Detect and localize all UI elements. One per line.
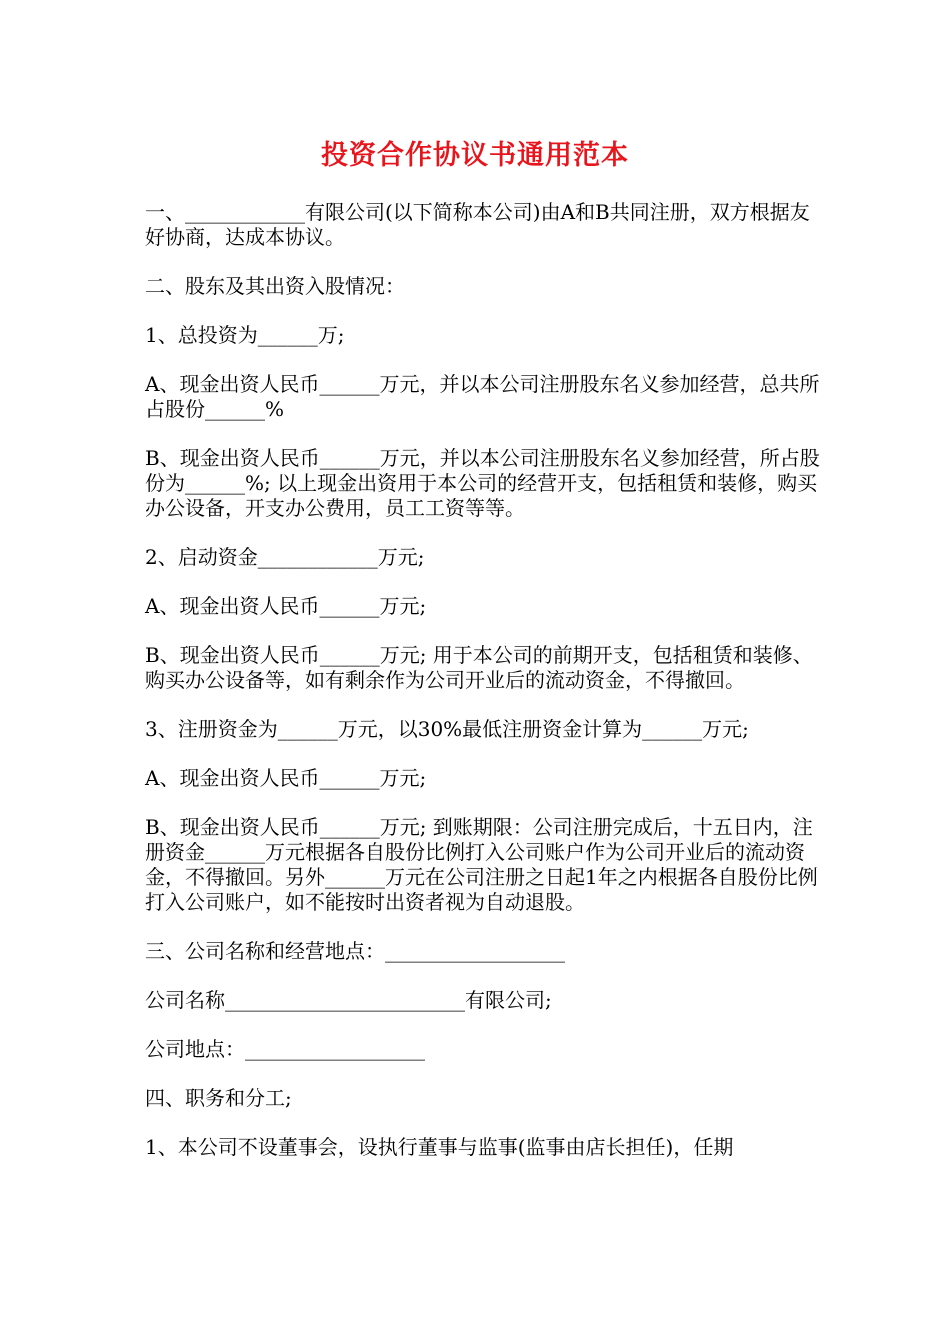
paragraph: 公司地点：__________________ [145, 1037, 425, 1061]
paragraph: A、现金出资人民币______万元; [145, 766, 427, 790]
paragraph: 1、本公司不设董事会，设执行董事与监事(监事由店长担任)，任期 [145, 1135, 734, 1159]
paragraph: 一、____________有限公司(以下简称本公司)由A和B共同注册，双方根据友好协商，达成本协议。 [145, 200, 810, 249]
paragraph: 1、总投资为______万; [145, 323, 345, 347]
paragraph: 2、启动资金____________万元; [145, 545, 425, 569]
paragraph: A、现金出资人民币______万元，并以本公司注册股东名义参加经营，总共所占股份______% [145, 372, 820, 421]
paragraph: A、现金出资人民币______万元; [145, 594, 427, 618]
paragraph: 四、职务和分工; [145, 1086, 292, 1110]
paragraph: 公司名称________________________有限公司; [145, 988, 552, 1012]
paragraph: B、现金出资人民币______万元; 到账期限：公司注册完成后，十五日内，注册资金______万元根据各自股份比例打入公司账户作为公司开业后的流动资金，不得撤回。另外______万元在公司注册之日起1年之内根据各自股份比例打入公司账户，如不能按时出资者视为自动退股。 [145, 815, 818, 914]
document-title: 投资合作协议书通用范本 [321, 140, 629, 171]
paragraph: B、现金出资人民币______万元; 用于本公司的前期开支，包括租赁和装修、购买办公设备等，如有剩余作为公司开业后的流动资金，不得撤回。 [145, 643, 813, 692]
paragraph: 3、注册资金为______万元，以30%最低注册资金计算为______万元; [145, 717, 749, 741]
paragraph: 三、公司名称和经营地点：__________________ [145, 939, 565, 963]
document-body [145, 200, 825, 1184]
paragraph: 二、股东及其出资入股情况： [145, 274, 405, 298]
paragraph: B、现金出资人民币______万元，并以本公司注册股东名义参加经营，所占股份为______%; 以上现金出资用于本公司的经营开支，包括租赁和装修，购买办公设备，开支办公费用，员工工资等等。 [145, 446, 820, 520]
